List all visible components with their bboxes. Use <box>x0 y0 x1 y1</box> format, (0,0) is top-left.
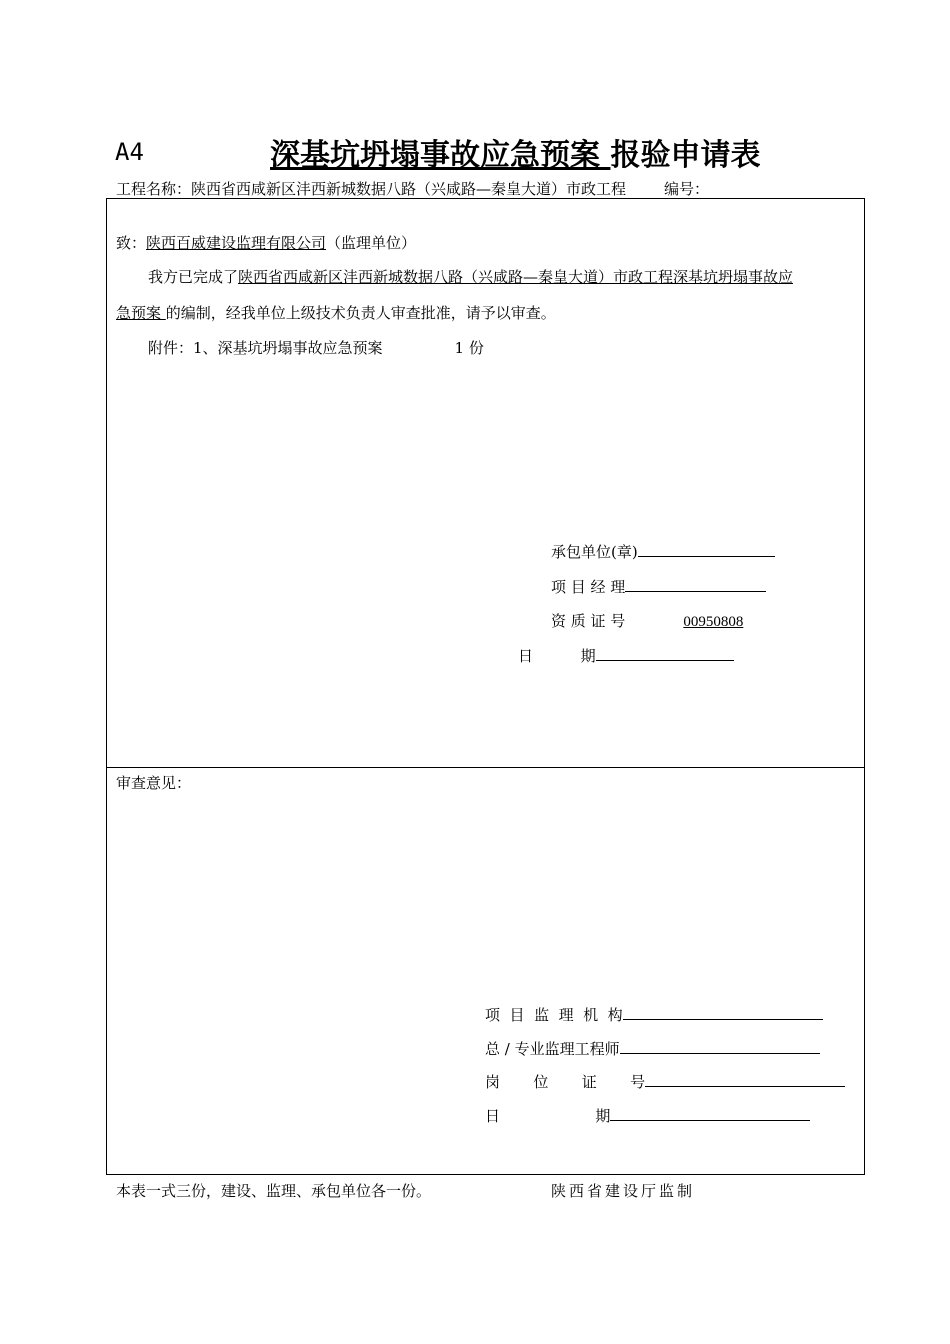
attachment-line <box>148 337 484 358</box>
post-cert-field[interactable] <box>645 1072 845 1087</box>
supervision-org-label: 项 目 监 理 机 构 <box>485 1006 623 1024</box>
contractor-date-row <box>518 645 734 666</box>
paragraph-prefix: 我方已完成了 <box>148 268 239 286</box>
post-cert-row <box>485 1071 845 1092</box>
addressee <box>116 232 416 253</box>
project-label: 工程名称： <box>116 180 192 198</box>
review-opinion-label: 审查意见： <box>116 774 192 792</box>
cert-number-text: 00950808 <box>683 614 744 630</box>
paragraph-suffix: 的编制，经我单位上级技术负责人审查批准，请予以审查。 <box>165 304 556 322</box>
cert-number-label: 资 质 证 号 <box>551 612 626 630</box>
contractor-unit-label: 承包单位(章) <box>551 543 638 561</box>
application-paragraph-line1 <box>148 266 793 287</box>
addressee-suffix: （监理单位） <box>326 234 417 252</box>
chief-engineer-label: 总 / 专业监理工程师 <box>485 1040 620 1058</box>
cert-number-value[interactable] <box>625 614 800 631</box>
project-name: 陕西省西咸新区沣西新城数据八路（兴咸路—秦皇大道）市政工程 <box>191 180 627 198</box>
chief-engineer-row <box>485 1038 820 1059</box>
review-date-field[interactable] <box>610 1106 810 1121</box>
addressee-label: 致： <box>116 234 147 252</box>
page-title <box>270 130 760 174</box>
contractor-date-label: 日 期 <box>518 647 596 665</box>
number-label: 编号： <box>664 180 710 198</box>
contractor-unit-row <box>551 541 775 562</box>
review-date-row <box>485 1105 810 1126</box>
title-form-type: 报验申请表 <box>610 138 761 173</box>
footer-copies-note: 本表一式三份，建设、监理、承包单位各一份。 <box>116 1182 432 1200</box>
review-date-label: 日 期 <box>485 1107 611 1125</box>
project-manager-row <box>551 576 766 597</box>
form-code: A4 <box>115 138 144 166</box>
supervision-org-row <box>485 1004 823 1025</box>
chief-engineer-field[interactable] <box>620 1039 820 1054</box>
attachment-count: 1 份 <box>454 339 484 357</box>
paragraph-subject-1: 陕西省西咸新区沣西新城数据八路（兴咸路—秦皇大道）市政工程深基坑坍塌事故应 <box>238 268 794 286</box>
project-manager-field[interactable] <box>625 577 766 592</box>
footer-issuer: 陕西省建设厅监制 <box>551 1182 696 1200</box>
contractor-unit-field[interactable] <box>638 542 775 557</box>
post-cert-label: 岗 位 证 号 <box>485 1073 646 1091</box>
cert-number-row <box>551 610 800 631</box>
contractor-date-field[interactable] <box>596 646 734 661</box>
title-subject: 深基坑坍塌事故应急预案 <box>270 138 611 173</box>
application-paragraph-line2 <box>116 302 556 323</box>
project-manager-label: 项 目 经 理 <box>551 578 626 596</box>
supervision-org-field[interactable] <box>623 1005 823 1020</box>
paragraph-subject-2: 急预案 <box>116 304 166 322</box>
project-info <box>116 178 709 199</box>
addressee-org: 陕西百威建设监理有限公司 <box>146 234 327 252</box>
attachment-label: 附件：1、深基坑坍塌事故应急预案 <box>148 339 383 357</box>
